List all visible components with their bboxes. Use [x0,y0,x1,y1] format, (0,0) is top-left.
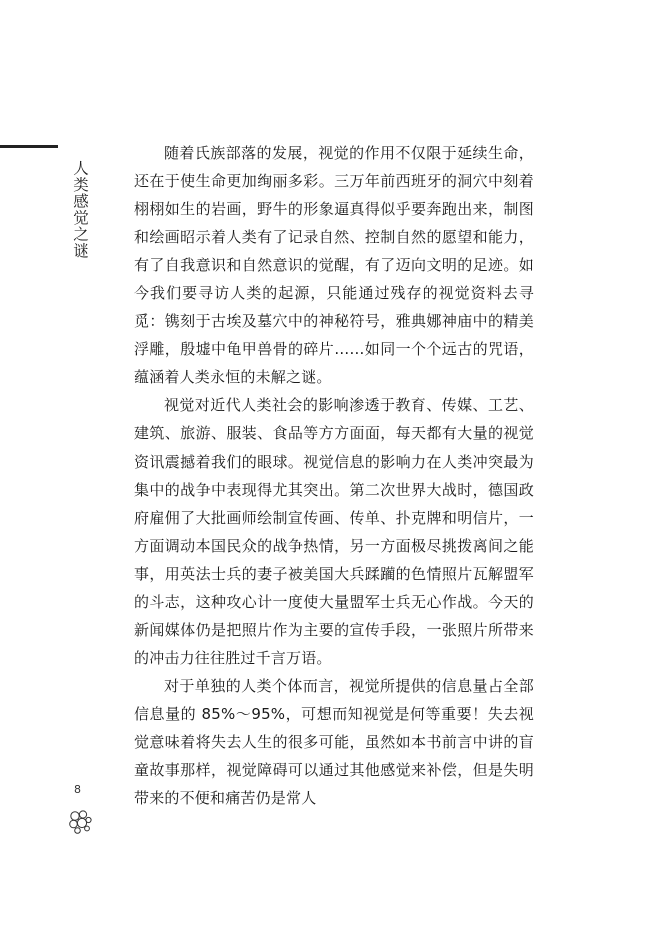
paragraph: 对于单独的人类个体而言，视觉所提供的信息量占全部信息量的 85%～95%，可想而知视觉是何等重要！失去视觉意味着将失去人生的很多可能，虽然如本书前言中讲的盲童故事那样，视觉障碍可以通过其他感觉来补偿，但是失明带来的不便和痛苦仍是常人 [134,676,534,808]
header-rule [0,145,58,148]
running-title: 人类感觉之谜 [71,160,89,259]
paragraph: 视觉对近代人类社会的影响渗透于教育、传媒、工艺、建筑、旅游、服装、食品等方方面面，每天都有大量的视觉资讯震撼着我们的眼球。视觉信息的影响力在人类冲突最为集中的战争中表现得尤其突出。第二次世界大战时，德国政府雇佣了大批画师绘制宣传画、传单、扑克牌和明信片，一方面调动本国民众的战争热情，另一方面极尽挑拨离间之能事，用英法士兵的妻子被美国大兵蹂躏的色情照片瓦解盟军的斗志，这种攻心计一度使大量盟军士兵无心作战。今天的新闻媒体仍是把照片作为主要的宣传手段，一张照片所带来的冲击力往往胜过千言万语。 [134,396,534,667]
body-text [134,139,534,812]
page-number: 8 [74,783,81,796]
paragraph: 随着氏族部落的发展，视觉的作用不仅限于延续生命，还在于使生命更加绚丽多彩。三万年前西班牙的洞穴中刻着栩栩如生的岩画，野牛的形象逼真得似乎要奔跑出来，制图和绘画昭示着人类有了记录自然、控制自然的愿望和能力，有了自我意识和自然意识的觉醒，有了迈向文明的足迹。如今我们要寻访人类的起源，只能通过残存的视觉资料去寻觅：镌刻于古埃及墓穴中的神秘符号，雅典娜神庙中的精美浮雕，殷墟中龟甲兽骨的碎片……如同一个个远古的咒语，蕴涵着人类永恒的未解之谜。 [134,144,534,387]
bubble-cluster-icon [67,808,93,834]
